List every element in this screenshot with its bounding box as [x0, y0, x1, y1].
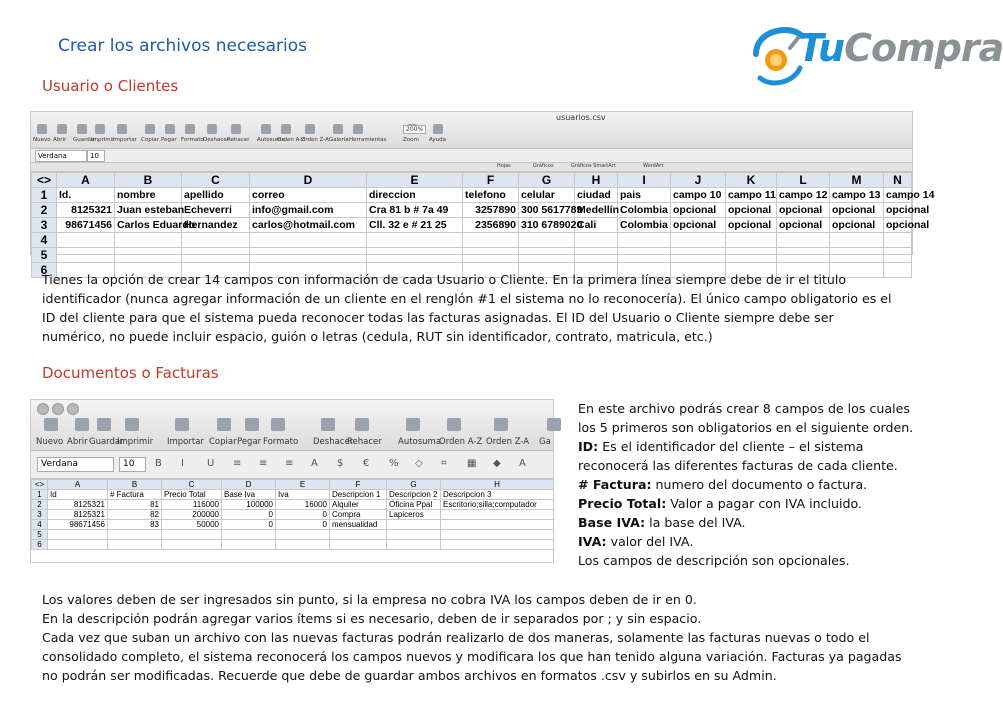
- toolbar-formato-icon: [185, 124, 195, 134]
- table-cell[interactable]: [182, 248, 250, 263]
- font-size-select-2[interactable]: 10: [119, 457, 146, 472]
- note-upload: Cada vez que suban un archivo con las nuevas facturas podrán realizarlo de dos maneras, solamente las facturas nuevas o todo el consolidado completo, el sistema reconocerá los campos nuevos y modificara los que han tenido alguna variación. Facturas ya pagadas no podrán ser modificadas. Recuerde que debe de guardar ambos archivos en formatos .csv y subirlos en su Admin.: [42, 630, 902, 683]
- toolbar-galer-a-icon: [333, 124, 343, 134]
- table-cell[interactable]: [618, 233, 671, 248]
- column-header[interactable]: I: [618, 173, 671, 188]
- column-header[interactable]: H: [441, 480, 554, 490]
- ribbon-tab-hojas[interactable]: Hojas: [497, 163, 511, 169]
- table-cell[interactable]: [108, 540, 162, 550]
- table-cell[interactable]: Colombia: [618, 218, 671, 233]
- column-header[interactable]: K: [726, 173, 777, 188]
- column-header[interactable]: A: [48, 480, 108, 490]
- table-cell[interactable]: info@gmail.com: [250, 203, 367, 218]
- toolbar-orden-a-z-icon: [281, 124, 291, 134]
- table-cell[interactable]: Colombia: [618, 203, 671, 218]
- toolbar-guardar-icon: [77, 124, 87, 134]
- table-cell[interactable]: [387, 540, 441, 550]
- toolbar-copiar-icon: [145, 124, 155, 134]
- table-cell[interactable]: Cra 81 b # 7a 49: [367, 203, 463, 218]
- toolbar-nuevo-button[interactable]: Nuevo: [33, 137, 51, 143]
- toolbar-deshacer-icon: [207, 124, 217, 134]
- toolbar-guardar-button[interactable]: Guardar: [73, 137, 96, 143]
- format-tool-icon[interactable]: ≡: [259, 458, 268, 469]
- field-description: [578, 532, 918, 551]
- column-header[interactable]: D: [222, 480, 276, 490]
- table-cell[interactable]: [276, 530, 330, 540]
- field-text: numero del documento o factura.: [651, 477, 868, 492]
- format-tool-icon[interactable]: $: [337, 458, 344, 469]
- table-cell[interactable]: [250, 248, 367, 263]
- field-description: [578, 513, 918, 532]
- toolbar-abrir-button[interactable]: Abrir: [53, 137, 67, 143]
- toolbar-galer-a-button[interactable]: Galería: [329, 137, 349, 143]
- zoom-select[interactable]: 200%: [403, 125, 426, 134]
- table-cell[interactable]: 100000: [222, 500, 276, 510]
- table-cell[interactable]: Carlos Eduardo: [115, 218, 182, 233]
- toolbar2-orden-a-z-icon: [447, 418, 461, 431]
- table-cell[interactable]: [575, 248, 618, 263]
- font-select-2[interactable]: Verdana: [37, 457, 114, 472]
- toolbar-orden-z-a-icon: [305, 124, 315, 134]
- toolbar2-nuevo-button[interactable]: Nuevo: [36, 437, 64, 447]
- row-header[interactable]: 1: [32, 490, 48, 500]
- table-cell[interactable]: opcional: [671, 218, 726, 233]
- table-cell[interactable]: [441, 530, 554, 540]
- table-cell[interactable]: [726, 233, 777, 248]
- ribbon-tabs: [31, 163, 912, 172]
- toolbar2-rehacer-button[interactable]: Rehacer: [347, 437, 382, 447]
- table-cell[interactable]: [115, 233, 182, 248]
- table-cell[interactable]: [182, 233, 250, 248]
- field-description: [578, 494, 918, 513]
- toolbar-ayuda-icon: [433, 124, 443, 134]
- table-cell[interactable]: [671, 248, 726, 263]
- table-cell[interactable]: opcional: [884, 203, 912, 218]
- table-row: [32, 500, 554, 510]
- row-header[interactable]: 2: [32, 500, 48, 510]
- table-cell[interactable]: [367, 233, 463, 248]
- field-description: [578, 437, 918, 475]
- row-header[interactable]: 4: [32, 520, 48, 530]
- table-cell[interactable]: 2356890: [463, 218, 519, 233]
- optional-note: Los campos de descripción son opcionales.: [578, 553, 850, 568]
- table-cell[interactable]: [276, 540, 330, 550]
- table-cell[interactable]: opcional: [830, 218, 884, 233]
- toolbar-rehacer-button[interactable]: Rehacer: [227, 137, 250, 143]
- format-tool-icon[interactable]: ⌗: [441, 458, 447, 469]
- table-cell[interactable]: [330, 540, 387, 550]
- facturas-spreadsheet: [30, 399, 554, 563]
- table-cell[interactable]: [830, 248, 884, 263]
- corner-cell[interactable]: <>: [32, 480, 48, 490]
- table-cell[interactable]: opcional: [777, 203, 830, 218]
- table-cell[interactable]: Cali: [575, 218, 618, 233]
- table-cell[interactable]: [777, 248, 830, 263]
- table-cell[interactable]: opcional: [884, 218, 912, 233]
- column-header[interactable]: E: [276, 480, 330, 490]
- table-cell[interactable]: campo 13: [830, 188, 884, 203]
- row-header[interactable]: 5: [32, 530, 48, 540]
- column-header[interactable]: B: [108, 480, 162, 490]
- toolbar2-abrir-icon: [75, 418, 89, 431]
- toolbar-formato-button[interactable]: Formato: [181, 137, 204, 143]
- format-tool-icon[interactable]: B: [155, 458, 162, 469]
- format-bar-2: [31, 451, 553, 479]
- table-cell[interactable]: [115, 248, 182, 263]
- table-cell[interactable]: [441, 520, 554, 530]
- table-cell[interactable]: telefono: [463, 188, 519, 203]
- toolbar-imprimir-icon: [95, 124, 105, 134]
- table-row: [32, 248, 912, 263]
- spreadsheet-toolbar-2: [31, 400, 553, 451]
- format-tool-icon[interactable]: ◆: [493, 458, 501, 469]
- table-cell[interactable]: mensualidad: [330, 520, 387, 530]
- table-row: [32, 520, 554, 530]
- table-cell[interactable]: pais: [618, 188, 671, 203]
- format-tool-icon[interactable]: U: [207, 458, 215, 469]
- logo-wordmark: [798, 26, 1003, 70]
- toolbar2-autosuma-button[interactable]: Autosuma: [398, 437, 442, 447]
- toolbar-imprimir-button[interactable]: Imprimir: [91, 137, 115, 143]
- table-cell[interactable]: correo: [250, 188, 367, 203]
- toolbar2-orden-a-z-button[interactable]: Orden A-Z: [439, 437, 483, 447]
- ribbon-tab-gr-ficos-smartart[interactable]: Gráficos SmartArt: [571, 163, 616, 169]
- column-header[interactable]: C: [182, 173, 250, 188]
- table-cell[interactable]: Id.: [57, 188, 115, 203]
- table-row: [32, 218, 912, 233]
- toolbar-nuevo-icon: [37, 124, 47, 134]
- table-cell[interactable]: [441, 540, 554, 550]
- table-cell[interactable]: ciudad: [575, 188, 618, 203]
- usuarios-table: [31, 172, 935, 278]
- column-header[interactable]: L: [777, 173, 830, 188]
- table-cell[interactable]: [162, 540, 222, 550]
- table-cell[interactable]: opcional: [830, 203, 884, 218]
- table-cell[interactable]: opcional: [726, 218, 777, 233]
- ribbon-tab-wordart[interactable]: WordArt: [643, 163, 664, 169]
- column-header[interactable]: A: [57, 173, 115, 188]
- toolbar2-orden-z-a-icon: [494, 418, 508, 431]
- table-cell[interactable]: nombre: [115, 188, 182, 203]
- table-cell[interactable]: Iva: [276, 490, 330, 500]
- column-header[interactable]: N: [884, 173, 912, 188]
- note-description: En la descripción podrán agregar varios ítems si es necesario, deben de ir separados por ; y sin espacio.: [42, 611, 702, 626]
- table-cell[interactable]: Base Iva: [222, 490, 276, 500]
- field-label: # Factura:: [578, 477, 652, 492]
- table-cell[interactable]: campo 14: [884, 188, 912, 203]
- format-tool-icon[interactable]: A: [311, 458, 318, 469]
- table-cell[interactable]: 83: [108, 520, 162, 530]
- toolbar2-nuevo-icon: [44, 418, 58, 431]
- table-cell[interactable]: opcional: [777, 218, 830, 233]
- table-cell[interactable]: 0: [222, 520, 276, 530]
- table-cell[interactable]: 8125321: [48, 510, 108, 520]
- toolbar-autosuma-icon: [261, 124, 271, 134]
- table-cell[interactable]: 8125321: [57, 203, 115, 218]
- table-cell[interactable]: Descripcion 3: [441, 490, 554, 500]
- table-cell[interactable]: [575, 233, 618, 248]
- toolbar2-ga-icon: [547, 418, 561, 431]
- toolbar2-autosuma-icon: [406, 418, 420, 431]
- table-cell[interactable]: [618, 248, 671, 263]
- toolbar2-importar-icon: [175, 418, 189, 431]
- facturas-fields: [578, 437, 918, 551]
- row-header[interactable]: 2: [32, 203, 57, 218]
- table-cell[interactable]: Descripcion 1: [330, 490, 387, 500]
- toolbar-herramientas-button[interactable]: Herramientas: [349, 137, 387, 143]
- format-tool-icon[interactable]: ≡: [233, 458, 242, 469]
- table-cell[interactable]: [671, 233, 726, 248]
- column-header[interactable]: B: [115, 173, 182, 188]
- table-cell[interactable]: [367, 248, 463, 263]
- table-cell[interactable]: [222, 540, 276, 550]
- table-cell[interactable]: carlos@hotmail.com: [250, 218, 367, 233]
- note-values: Los valores deben de ser ingresados sin punto, si la empresa no cobra IVA los campos deben de ir en 0.: [42, 592, 697, 607]
- table-row: [32, 490, 554, 500]
- table-cell[interactable]: # Factura: [108, 490, 162, 500]
- table-cell[interactable]: opcional: [726, 203, 777, 218]
- table-cell[interactable]: [387, 520, 441, 530]
- facturas-table: [31, 479, 554, 550]
- toolbar2-deshacer-button[interactable]: Deshacer: [313, 437, 354, 447]
- table-cell[interactable]: 16000: [276, 500, 330, 510]
- toolbar2-pegar-button[interactable]: Pegar: [237, 437, 262, 447]
- table-cell[interactable]: 310 6789020: [519, 218, 575, 233]
- window-close-button[interactable]: [37, 403, 49, 415]
- table-cell[interactable]: Id: [48, 490, 108, 500]
- toolbar-importar-icon: [117, 124, 127, 134]
- table-cell[interactable]: [463, 233, 519, 248]
- table-cell[interactable]: Hernandez: [182, 218, 250, 233]
- table-cell[interactable]: [726, 248, 777, 263]
- table-cell[interactable]: [387, 530, 441, 540]
- row-header[interactable]: 4: [32, 233, 57, 248]
- font-size-select[interactable]: 10: [87, 150, 105, 162]
- usuarios-paragraph: Tienes la opción de crear 14 campos con información de cada Usuario o Cliente. En la primera línea siempre debe de ir el titulo identificador (nunca agregar información de un cliente en el renglón #1 el sistema no lo reconocería). El único campo obligatorio es el ID del cliente para que el sistema pueda reconocer todas las facturas asignadas. El ID del Usuario o Cliente siempre debe ser numérico, no puede incluir espacio, guión o letras (cedula, RUT sin identificador, contrato, matricula, etc.): [42, 272, 892, 344]
- table-cell[interactable]: [519, 248, 575, 263]
- table-cell[interactable]: [250, 233, 367, 248]
- toolbar-pegar-icon: [165, 124, 175, 134]
- table-cell[interactable]: 3257890: [463, 203, 519, 218]
- toolbar2-guardar-button[interactable]: Guardar: [89, 437, 124, 447]
- format-tool-icon[interactable]: ◇: [415, 458, 423, 469]
- facturas-description: [578, 399, 918, 570]
- table-cell[interactable]: Lapiceros: [387, 510, 441, 520]
- format-tool-icon[interactable]: %: [389, 458, 399, 469]
- table-row: [32, 233, 912, 248]
- table-row: [32, 530, 554, 540]
- toolbar-zoom-button[interactable]: Zoom: [403, 137, 419, 143]
- table-cell[interactable]: [108, 530, 162, 540]
- toolbar-rehacer-icon: [231, 124, 241, 134]
- toolbar-orden-a-z-button[interactable]: Orden A-Z: [277, 137, 305, 143]
- table-cell[interactable]: Escritorio;silla;computador: [441, 500, 554, 510]
- format-tool-icon[interactable]: €: [363, 458, 370, 469]
- toolbar-importar-button[interactable]: Importar: [113, 137, 137, 143]
- field-text: Valor a pagar con IVA incluido.: [666, 496, 862, 511]
- toolbar2-guardar-icon: [97, 418, 111, 431]
- field-label: Base IVA:: [578, 515, 646, 530]
- table-row: [32, 510, 554, 520]
- table-cell[interactable]: [222, 530, 276, 540]
- column-header[interactable]: F: [463, 173, 519, 188]
- table-cell[interactable]: [330, 530, 387, 540]
- toolbar2-copiar-button[interactable]: Copiar: [209, 437, 237, 447]
- toolbar-pegar-button[interactable]: Pegar: [161, 137, 177, 143]
- field-text: la base del IVA.: [645, 515, 746, 530]
- toolbar2-formato-icon: [271, 418, 285, 431]
- table-cell[interactable]: Alquiler: [330, 500, 387, 510]
- field-label: Precio Total:: [578, 496, 667, 511]
- toolbar-ayuda-button[interactable]: Ayuda: [429, 137, 446, 143]
- table-cell[interactable]: [57, 248, 115, 263]
- table-cell[interactable]: opcional: [671, 203, 726, 218]
- toolbar-orden-z-a-button[interactable]: Orden Z-A: [301, 137, 329, 143]
- section-usuarios-heading: Usuario o Clientes: [42, 77, 179, 95]
- table-cell[interactable]: Descripcion 2: [387, 490, 441, 500]
- toolbar2-deshacer-icon: [321, 418, 335, 431]
- toolbar2-formato-button[interactable]: Formato: [263, 437, 299, 447]
- format-tool-icon[interactable]: A: [519, 458, 526, 469]
- table-cell[interactable]: [777, 233, 830, 248]
- column-header[interactable]: J: [671, 173, 726, 188]
- toolbar-abrir-icon: [57, 124, 67, 134]
- toolbar2-copiar-icon: [217, 418, 231, 431]
- section-facturas-heading: Documentos o Facturas: [42, 364, 219, 382]
- table-cell[interactable]: [830, 233, 884, 248]
- column-header-row: [32, 173, 912, 188]
- table-cell[interactable]: 200000: [162, 510, 222, 520]
- logo-compra: Compra: [844, 26, 1003, 70]
- toolbar2-ga-button[interactable]: Ga: [539, 437, 551, 447]
- table-cell[interactable]: celular: [519, 188, 575, 203]
- row-header[interactable]: 3: [32, 218, 57, 233]
- format-tool-icon[interactable]: ≡: [285, 458, 294, 469]
- toolbar-herramientas-icon: [353, 124, 363, 134]
- table-cell[interactable]: Medellín: [575, 203, 618, 218]
- row-header[interactable]: 1: [32, 188, 57, 203]
- toolbar2-imprimir-button[interactable]: Imprimir: [117, 437, 154, 447]
- table-row: [32, 203, 912, 218]
- table-cell[interactable]: [162, 530, 222, 540]
- column-header[interactable]: F: [330, 480, 387, 490]
- window-zoom-button[interactable]: [67, 403, 79, 415]
- row-header[interactable]: 5: [32, 248, 57, 263]
- page-title: Crear los archivos necesarios: [58, 36, 308, 56]
- toolbar2-abrir-button[interactable]: Abrir: [67, 437, 88, 447]
- column-header[interactable]: G: [387, 480, 441, 490]
- window-minimize-button[interactable]: [52, 403, 64, 415]
- field-text: Es el identificador del cliente – el sistema reconocerá las diferentes facturas de cada cliente.: [578, 439, 898, 473]
- table-row: [32, 188, 912, 203]
- field-text: valor del IVA.: [606, 534, 694, 549]
- table-cell[interactable]: 98671456: [48, 520, 108, 530]
- table-cell[interactable]: 82: [108, 510, 162, 520]
- table-cell[interactable]: Oficina Ppal: [387, 500, 441, 510]
- table-cell[interactable]: 300 5617789: [519, 203, 575, 218]
- toolbar-copiar-button[interactable]: Copiar: [141, 137, 159, 143]
- table-cell[interactable]: Echeverri: [182, 203, 250, 218]
- table-cell[interactable]: [441, 510, 554, 520]
- table-row: [32, 540, 554, 550]
- toolbar2-orden-z-a-button[interactable]: Orden Z-A: [486, 437, 530, 447]
- table-cell[interactable]: campo 10: [671, 188, 726, 203]
- tucompra-logo: [750, 20, 1003, 90]
- column-header[interactable]: H: [575, 173, 618, 188]
- usuarios-spreadsheet: [30, 111, 935, 277]
- column-header[interactable]: M: [830, 173, 884, 188]
- toolbar-deshacer-button[interactable]: Deshacer: [203, 137, 230, 143]
- table-cell[interactable]: direccion: [367, 188, 463, 203]
- toolbar2-rehacer-icon: [355, 418, 369, 431]
- font-select[interactable]: Verdana: [35, 150, 87, 162]
- table-cell[interactable]: 0: [276, 520, 330, 530]
- table-cell[interactable]: 0: [276, 510, 330, 520]
- table-cell[interactable]: [48, 530, 108, 540]
- format-tool-icon[interactable]: ▦: [467, 458, 477, 469]
- toolbar2-imprimir-icon: [125, 418, 139, 431]
- table-cell[interactable]: 0: [222, 510, 276, 520]
- table-cell[interactable]: apellido: [182, 188, 250, 203]
- facturas-intro: En este archivo podrás crear 8 campos de los cuales los 5 primeros son obligatorios en el siguiente orden.: [578, 401, 914, 435]
- table-cell[interactable]: [463, 248, 519, 263]
- toolbar2-pegar-icon: [245, 418, 259, 431]
- logo-tu: Tu: [798, 26, 845, 70]
- spreadsheet-toolbar: [31, 112, 912, 149]
- table-cell[interactable]: 81: [108, 500, 162, 510]
- column-header[interactable]: C: [162, 480, 222, 490]
- table-cell[interactable]: 98671456: [57, 218, 115, 233]
- table-cell[interactable]: campo 11: [726, 188, 777, 203]
- row-header[interactable]: 6: [32, 263, 57, 278]
- window-title: usuarios.csv: [556, 113, 606, 122]
- table-cell[interactable]: [48, 540, 108, 550]
- format-tool-icon[interactable]: I: [181, 458, 184, 469]
- ribbon-tab-gr-ficos[interactable]: Gráficos: [533, 163, 554, 169]
- column-header[interactable]: E: [367, 173, 463, 188]
- field-label: ID:: [578, 439, 599, 454]
- table-cell[interactable]: [884, 233, 912, 248]
- column-header[interactable]: D: [250, 173, 367, 188]
- table-cell[interactable]: Precio Total: [162, 490, 222, 500]
- field-description: [578, 475, 918, 494]
- toolbar2-importar-button[interactable]: Importar: [167, 437, 204, 447]
- table-cell[interactable]: [884, 248, 912, 263]
- table-cell[interactable]: Compra: [330, 510, 387, 520]
- toolbar-autosuma-button[interactable]: Autosuma: [257, 137, 285, 143]
- bottom-notes: [42, 590, 902, 685]
- table-cell[interactable]: Cll. 32 e # 21 25: [367, 218, 463, 233]
- field-label: IVA:: [578, 534, 607, 549]
- row-header[interactable]: 3: [32, 510, 48, 520]
- table-cell[interactable]: 116000: [162, 500, 222, 510]
- table-cell[interactable]: Juan esteban: [115, 203, 182, 218]
- table-cell[interactable]: campo 12: [777, 188, 830, 203]
- column-header[interactable]: G: [519, 173, 575, 188]
- column-header-row: [32, 480, 554, 490]
- corner-cell[interactable]: <>: [32, 173, 57, 188]
- table-cell[interactable]: 50000: [162, 520, 222, 530]
- row-header[interactable]: 6: [32, 540, 48, 550]
- format-bar: [31, 149, 912, 163]
- table-cell[interactable]: 8125321: [48, 500, 108, 510]
- table-cell[interactable]: [519, 233, 575, 248]
- table-cell[interactable]: [57, 233, 115, 248]
